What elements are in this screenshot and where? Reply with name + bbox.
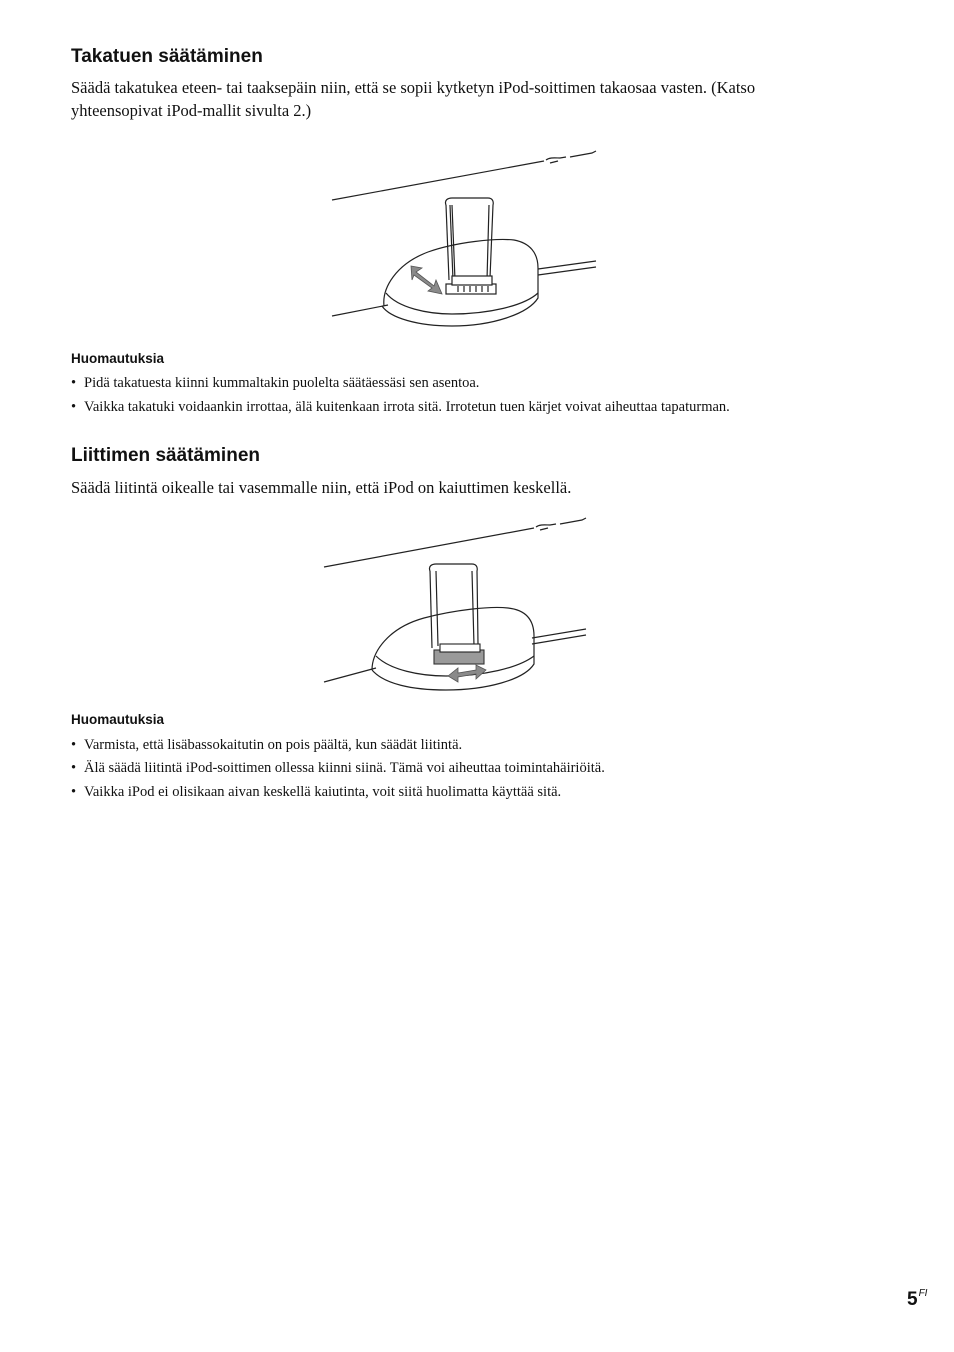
notes-title: Huomautuksia [71, 351, 165, 366]
body-line: Säädä takatukea eteen- tai taaksepäin niin, että se sopii kytketyn iPod-soittimen takaosaa vasten. (Katso [71, 78, 756, 97]
note-text: Älä säädä liitintä iPod-soittimen ollessa kiinni siinä. Tämä voi aiheuttaa toimintahäiriöitä. [84, 760, 605, 776]
note-text: Varmista, että lisäbassokaitutin on pois päältä, kun säädät liitintä. [84, 737, 463, 753]
page-number-value: 5 [907, 1289, 918, 1310]
bullet: • [71, 784, 77, 800]
bullet: • [71, 399, 77, 415]
note-item [71, 374, 891, 392]
section-body-connector [71, 476, 871, 499]
note-item [71, 783, 891, 801]
body-line: yhteensopivat iPod-mallit sivulta 2.) [71, 101, 312, 120]
note-item [71, 398, 891, 416]
note-text: Vaikka takatuki voidaankin irrottaa, älä kuitenkaan irrota sitä. Irrotetun tuen kärjet voivat aiheuttaa tapaturman. [84, 399, 730, 415]
bullet: • [71, 737, 77, 753]
note-text: Vaikka iPod ei olisikaan aivan keskellä kaiutinta, voit siitä huolimatta käyttää sitä. [84, 784, 562, 800]
connector-adjust-illustration [320, 516, 592, 694]
back-support-adjust-illustration [328, 148, 600, 330]
notes-title: Huomautuksia [71, 712, 165, 727]
section-body-back-support [71, 76, 871, 122]
page-number [907, 1283, 927, 1311]
note-text: Pidä takatuesta kiinni kummaltakin puolelta säätäessäsi sen asentoa. [84, 375, 480, 391]
section-heading-back-support: Takatuen säätäminen [71, 46, 263, 67]
body-line: Säädä liitintä oikealle tai vasemmalle niin, että iPod on kaiuttimen keskellä. [71, 478, 572, 497]
section-heading-connector: Liittimen säätäminen [71, 445, 260, 466]
note-item [71, 759, 891, 777]
note-item [71, 736, 891, 754]
bullet: • [71, 375, 77, 391]
page-language-suffix: FI [918, 1288, 928, 1299]
bullet: • [71, 760, 77, 776]
